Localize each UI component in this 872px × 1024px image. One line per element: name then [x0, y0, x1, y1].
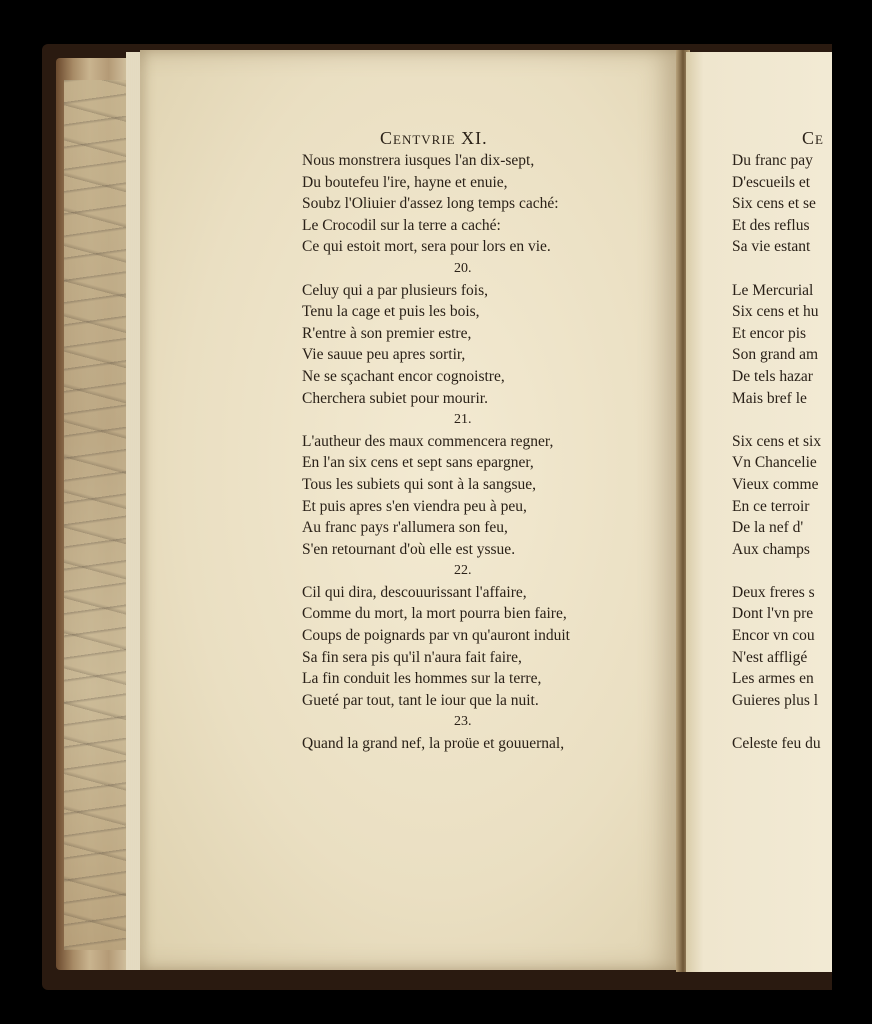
verse-line: La fin conduit les hommes sur la terre, — [302, 670, 542, 688]
left-verse-block — [302, 150, 662, 755]
verse-line: Et des reflus — [732, 216, 810, 234]
verse-line: Aux champs — [732, 540, 810, 558]
verse-line: Deux freres s — [732, 583, 815, 601]
photo-border — [832, 44, 872, 990]
verse-line: D'escueils et — [732, 173, 811, 191]
quatrain-number: 20. — [454, 260, 472, 276]
verse-line: Comme du mort, la mort pourra bien faire, — [302, 605, 567, 623]
verse-line: Soubz l'Oliuier d'assez long temps caché: — [302, 195, 559, 213]
right-verse-block — [732, 150, 821, 755]
right-running-head: Ce — [802, 128, 824, 148]
verse-line: Vie sauue peu apres sortir, — [302, 346, 466, 364]
stanza-gap — [732, 409, 821, 431]
verse-line: Le Mercurial — [732, 281, 814, 299]
left-running-head: Centvrie XI. — [380, 128, 488, 148]
verse-line: Gueté par tout, tant le iour que la nuit. — [302, 691, 539, 709]
verse-line: Les armes en — [732, 670, 814, 688]
verse-line: Sa vie estant — [732, 238, 811, 256]
verse-line: Et encor pis — [732, 324, 807, 342]
verse-line: De la nef d' — [732, 519, 804, 537]
verse-line: Six cens et six — [732, 432, 822, 450]
verse-line: Au franc pays r'allumera son feu, — [302, 519, 508, 537]
stanza-gap — [732, 258, 821, 280]
verse-line: R'entre à son premier estre, — [302, 324, 472, 342]
verse-line: Du boutefeu l'ire, hayne et enuie, — [302, 173, 508, 191]
verse-line: Coups de poignards par vn qu'auront induit — [302, 627, 570, 645]
verse-line: Sa fin sera pis qu'il n'aura fait faire, — [302, 648, 522, 666]
verse-line: Celeste feu du — [732, 735, 821, 753]
verse-line: Vieux comme — [732, 475, 819, 493]
verse-line: En ce terroir — [732, 497, 810, 515]
verse-line: Dont l'vn pre — [732, 605, 814, 623]
verse-line: Cil qui dira, descouurissant l'affaire, — [302, 583, 527, 601]
verse-line: L'autheur des maux commencera regner, — [302, 432, 554, 450]
quatrain-number: 23. — [454, 714, 472, 730]
verse-line: Encor vn cou — [732, 627, 815, 645]
stanza-gap — [732, 560, 821, 582]
verse-line: Tous les subiets qui sont à la sangsue, — [302, 475, 536, 493]
quatrain-number: 22. — [454, 563, 472, 579]
verse-line: Mais bref le — [732, 389, 807, 407]
verse-line: Nous monstrera iusques l'an dix-sept, — [302, 152, 535, 169]
verse-line: Ce qui estoit mort, sera pour lors en vie. — [302, 238, 551, 256]
verse-line: Son grand am — [732, 346, 819, 364]
quatrain-number: 21. — [454, 412, 472, 428]
verse-line: En l'an six cens et sept sans epargner, — [302, 454, 534, 472]
verse-line: Six cens et hu — [732, 303, 819, 321]
verse-line: Celuy qui a par plusieurs fois, — [302, 281, 488, 299]
verse-line: Tenu la cage et puis les bois, — [302, 303, 480, 321]
verse-line: N'est affligé — [732, 648, 808, 666]
verse-line: S'en retournant d'où elle est yssue. — [302, 540, 516, 558]
verse-line: De tels hazar — [732, 367, 813, 385]
verse-line: Guieres plus l — [732, 691, 819, 709]
verse-line: Ne se sçachant encor cognoistre, — [302, 367, 505, 385]
verse-line: Cherchera subiet pour mourir. — [302, 389, 488, 407]
verse-line: Du franc pay — [732, 152, 813, 169]
verse-line: Quand la grand nef, la proüe et gouuernal, — [302, 735, 565, 753]
verse-line: Vn Chancelie — [732, 454, 817, 472]
verse-line: Le Crocodil sur la terre a caché: — [302, 216, 501, 234]
verse-line: Six cens et se — [732, 195, 816, 213]
stanza-gap — [732, 711, 821, 733]
verse-line: Et puis apres s'en viendra peu à peu, — [302, 497, 527, 515]
